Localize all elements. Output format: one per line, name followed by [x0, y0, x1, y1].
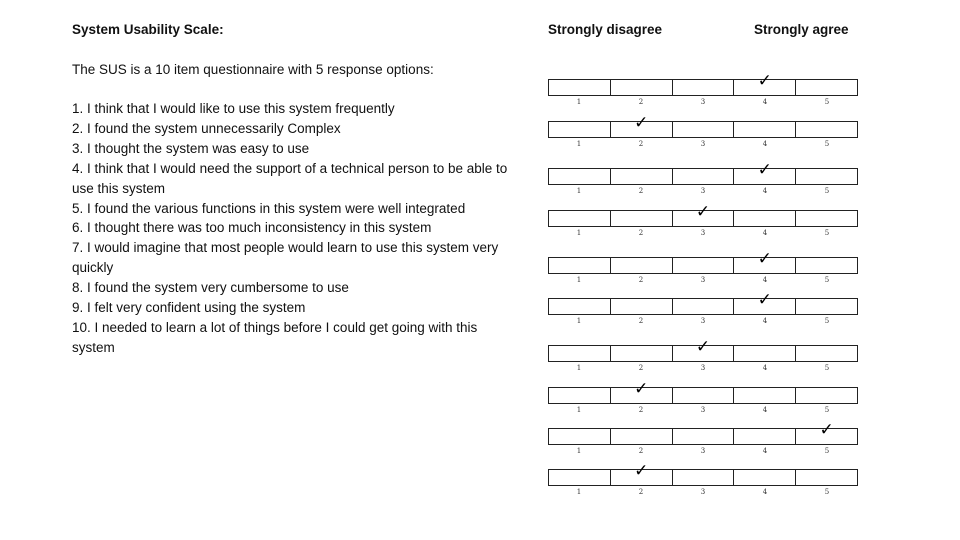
scale-number: 2 [638, 447, 644, 455]
strongly-disagree-label: Strongly disagree [548, 22, 663, 37]
response-box[interactable] [610, 346, 672, 361]
checkmark-icon: ✓ [634, 113, 649, 133]
list-item: 1. I think that I would like to use this system frequently [72, 101, 395, 116]
response-box[interactable] [733, 290, 795, 314]
response-boxes [548, 461, 858, 486]
scale-number: 3 [700, 98, 706, 106]
list-item: 2. I found the system unnecessarily Complex [72, 120, 341, 136]
scale-number: 5 [824, 140, 830, 148]
response-box[interactable] [549, 80, 610, 95]
response-box[interactable] [672, 169, 734, 184]
response-box[interactable] [610, 379, 672, 403]
response-box[interactable] [672, 388, 734, 403]
scale-number: 1 [576, 447, 582, 455]
response-box[interactable] [610, 461, 672, 485]
scale-number: 2 [638, 317, 644, 325]
response-box[interactable] [672, 80, 734, 95]
response-box[interactable] [733, 211, 795, 226]
response-boxes [548, 420, 858, 445]
scale-number: 4 [762, 187, 768, 195]
response-box[interactable] [795, 299, 857, 314]
scale-number: 4 [762, 447, 768, 455]
checkmark-icon: ✓ [757, 290, 772, 310]
scale-number: 5 [824, 317, 830, 325]
scale-number: 1 [576, 98, 582, 106]
response-box[interactable] [549, 299, 610, 314]
questionnaire-panel [72, 20, 512, 358]
scale-number: 4 [762, 140, 768, 148]
response-box[interactable] [733, 71, 795, 95]
scale-number: 2 [638, 98, 644, 106]
scale-number: 2 [638, 364, 644, 372]
scale-number: 4 [762, 98, 768, 106]
response-box[interactable] [795, 80, 857, 95]
intro-text: The SUS is a 10 item questionnaire with 5 response options: [72, 62, 434, 77]
response-box[interactable] [610, 299, 672, 314]
response-box[interactable] [733, 388, 795, 403]
scale-numbers [548, 317, 858, 325]
response-boxes [548, 337, 858, 362]
response-box[interactable] [672, 337, 734, 361]
response-box[interactable] [549, 211, 610, 226]
scale-number: 2 [638, 406, 644, 414]
response-box[interactable] [795, 346, 857, 361]
response-box[interactable] [549, 122, 610, 137]
response-scale-6 [548, 290, 858, 325]
scale-numbers [548, 364, 858, 372]
response-boxes [548, 249, 858, 274]
response-boxes [548, 160, 858, 185]
scale-numbers [548, 447, 858, 455]
response-boxes [548, 113, 858, 138]
scale-number: 2 [638, 187, 644, 195]
scale-number: 4 [762, 229, 768, 237]
checkmark-icon: ✓ [757, 71, 772, 91]
scale-number: 1 [576, 488, 582, 496]
scale-number: 1 [576, 406, 582, 414]
response-box[interactable] [672, 122, 734, 137]
scale-number: 2 [638, 229, 644, 237]
response-box[interactable] [549, 429, 610, 444]
scale-numbers [548, 488, 858, 496]
response-box[interactable] [549, 470, 610, 485]
response-box[interactable] [795, 470, 857, 485]
response-box[interactable] [672, 470, 734, 485]
list-item: 10. I needed to learn a lot of things before I could get going with this system [72, 319, 478, 355]
scale-number: 3 [700, 276, 706, 284]
scale-number: 2 [638, 276, 644, 284]
response-box[interactable] [795, 169, 857, 184]
scale-number: 5 [824, 447, 830, 455]
checkmark-icon: ✓ [634, 379, 649, 399]
response-box[interactable] [549, 169, 610, 184]
scale-number: 3 [700, 187, 706, 195]
response-box[interactable] [549, 346, 610, 361]
checkmark-icon: ✓ [819, 420, 834, 440]
response-box[interactable] [549, 258, 610, 273]
scale-number: 4 [762, 406, 768, 414]
response-box[interactable] [610, 113, 672, 137]
scale-number: 3 [700, 140, 706, 148]
response-scale-9 [548, 420, 858, 455]
response-box[interactable] [610, 258, 672, 273]
response-scale-8 [548, 379, 858, 414]
list-item: 4. I think that I would need the support of a technical person to be able to use this system [72, 160, 508, 196]
checkmark-icon: ✓ [634, 461, 649, 481]
scale-numbers [548, 276, 858, 284]
response-box[interactable] [795, 211, 857, 226]
scale-number: 3 [700, 406, 706, 414]
response-box[interactable] [672, 258, 734, 273]
scale-numbers [548, 140, 858, 148]
response-box[interactable] [672, 299, 734, 314]
scale-numbers [548, 229, 858, 237]
scale-number: 1 [576, 140, 582, 148]
scale-number: 4 [762, 488, 768, 496]
response-box[interactable] [733, 346, 795, 361]
scale-number: 5 [824, 229, 830, 237]
scale-number: 1 [576, 187, 582, 195]
checkmark-icon: ✓ [757, 160, 772, 180]
scale-number: 1 [576, 229, 582, 237]
checkmark-icon: ✓ [757, 249, 772, 269]
list-item: 7. I would imagine that most people would learn to use this system very quickly [72, 240, 499, 276]
scale-number: 5 [824, 276, 830, 284]
list-item: 8. I found the system very cumbersome to use [72, 280, 349, 296]
response-box[interactable] [672, 202, 734, 226]
item-list [72, 99, 512, 358]
response-scale-4 [548, 202, 858, 237]
response-box[interactable] [795, 258, 857, 273]
scale-number: 1 [576, 317, 582, 325]
scale-number: 4 [762, 276, 768, 284]
scale-number: 2 [638, 140, 644, 148]
response-boxes [548, 202, 858, 227]
response-box[interactable] [610, 211, 672, 226]
response-scale-2 [548, 113, 858, 148]
scale-number: 4 [762, 317, 768, 325]
list-item: 6. I thought there was too much inconsistency in this system [72, 220, 432, 236]
response-box[interactable] [549, 388, 610, 403]
page-title: System Usability Scale: [72, 22, 224, 37]
response-scale-7 [548, 337, 858, 372]
response-box[interactable] [733, 429, 795, 444]
response-box[interactable] [795, 388, 857, 403]
scale-number: 2 [638, 488, 644, 496]
response-boxes [548, 71, 858, 96]
response-boxes [548, 290, 858, 315]
scale-number: 5 [824, 364, 830, 372]
list-item: 5. I found the various functions in this system were well integrated [72, 200, 466, 216]
scale-numbers [548, 187, 858, 195]
response-scale-10 [548, 461, 858, 496]
response-scale-3 [548, 160, 858, 195]
response-box[interactable] [610, 169, 672, 184]
checkmark-icon: ✓ [695, 202, 711, 222]
scale-number: 3 [700, 447, 706, 455]
response-box[interactable] [733, 470, 795, 485]
list-item: 9. I felt very confident using the system [72, 300, 306, 316]
scale-numbers [548, 406, 858, 414]
response-box[interactable] [610, 80, 672, 95]
scale-number: 4 [762, 364, 768, 372]
scale-number: 3 [700, 317, 706, 325]
response-box[interactable] [733, 249, 795, 273]
response-box[interactable] [672, 429, 734, 444]
scale-numbers [548, 98, 858, 106]
scale-number: 5 [824, 187, 830, 195]
scale-number: 5 [824, 488, 830, 496]
scale-number: 3 [700, 364, 706, 372]
scale-number: 1 [576, 364, 582, 372]
response-boxes [548, 379, 858, 404]
response-scale-1 [548, 71, 858, 106]
response-box[interactable] [795, 420, 857, 444]
response-box[interactable] [733, 160, 795, 184]
list-item: 3. I thought the system was easy to use [72, 140, 310, 156]
scale-number: 1 [576, 276, 582, 284]
scale-number: 3 [700, 488, 706, 496]
scale-number: 3 [700, 229, 706, 237]
response-box[interactable] [795, 122, 857, 137]
scale-number: 5 [824, 98, 830, 106]
scale-number: 5 [824, 406, 830, 414]
strongly-agree-label: Strongly agree [754, 22, 849, 37]
response-scale-5 [548, 249, 858, 284]
response-box[interactable] [733, 122, 795, 137]
checkmark-icon: ✓ [695, 337, 711, 357]
response-box[interactable] [610, 429, 672, 444]
